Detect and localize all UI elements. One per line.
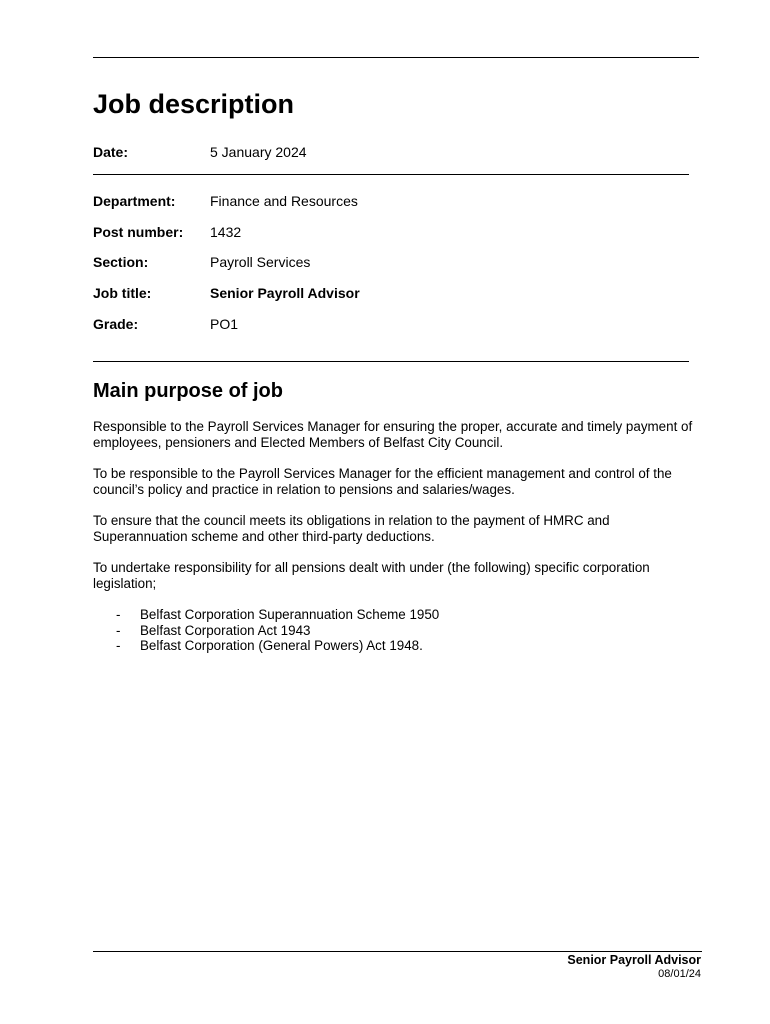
footer-title: Senior Payroll Advisor	[567, 953, 701, 967]
list-item-text: Belfast Corporation Superannuation Scheme 1950	[140, 607, 440, 622]
purpose-paragraph-2: To be responsible to the Payroll Services Manager for the efficient management and control of the council’s policy and practice in relation to pensions and salaries/wages.	[93, 466, 672, 497]
fields-divider	[93, 361, 689, 362]
job-title-label: Job title:	[93, 285, 152, 301]
department-label: Department:	[93, 193, 176, 209]
bullet-dash: -	[116, 607, 121, 622]
section-label: Section:	[93, 254, 149, 270]
grade-label: Grade:	[93, 316, 139, 332]
footer-date: 08/01/24	[658, 968, 701, 980]
list-item	[93, 607, 703, 623]
date-label: Date:	[93, 144, 129, 160]
bullet-dash: -	[116, 638, 121, 653]
main-purpose-heading: Main purpose of job	[93, 380, 283, 402]
purpose-paragraph-4: To undertake responsibility for all pensions dealt with under (the following) specific corporation legislation;	[93, 560, 650, 591]
top-rule	[93, 57, 699, 58]
grade-value: PO1	[210, 316, 239, 332]
purpose-paragraph-1: Responsible to the Payroll Services Manager for ensuring the proper, accurate and timely payment of employees, pensioners and Elected Members of Belfast City Council.	[93, 419, 693, 450]
bullet-dash: -	[116, 622, 121, 638]
list-item-text: Belfast Corporation (General Powers) Act 1948.	[140, 638, 423, 653]
date-divider	[93, 174, 689, 175]
post-number-value: 1432	[210, 224, 242, 240]
legislation-list	[93, 607, 703, 654]
list-item-text: Belfast Corporation Act 1943	[140, 622, 311, 638]
main-purpose-body	[93, 419, 703, 654]
job-title-value: Senior Payroll Advisor	[210, 285, 360, 301]
list-item	[93, 638, 703, 654]
page-title: Job description	[93, 89, 295, 119]
purpose-paragraph-3: To ensure that the council meets its obligations in relation to the payment of HMRC and Superannuation scheme and other third-party deductions.	[93, 513, 610, 544]
post-number-label: Post number:	[93, 224, 184, 240]
department-value: Finance and Resources	[210, 193, 358, 209]
footer-rule	[93, 951, 702, 952]
section-value: Payroll Services	[210, 254, 311, 270]
list-item	[93, 623, 703, 639]
date-value: 5 January 2024	[210, 144, 307, 160]
